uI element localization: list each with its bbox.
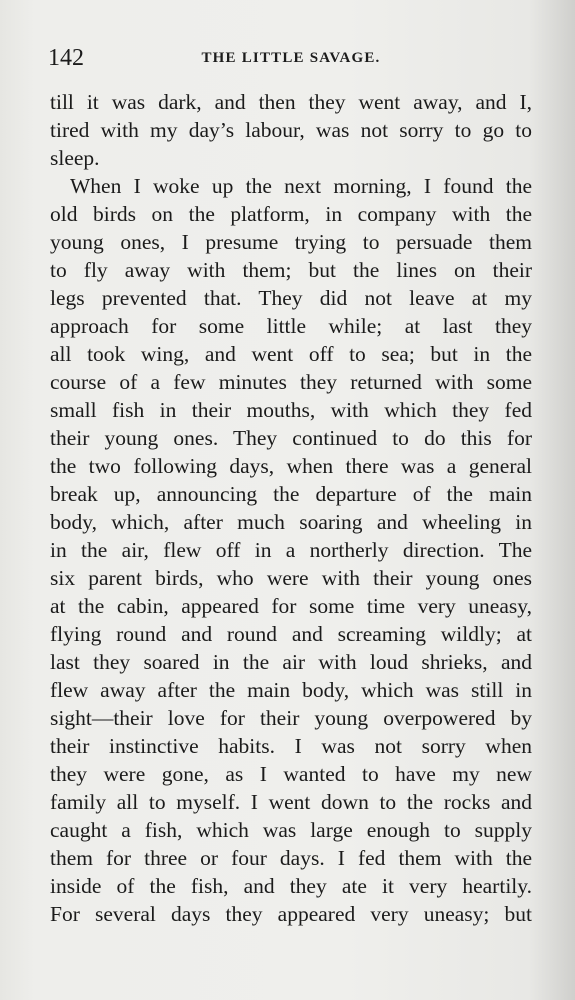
text-line: legs prevented that. They did not leave at my [50, 286, 532, 310]
text-line: in the air, flew off in a northerly direction. The [50, 538, 532, 562]
page-header [48, 44, 534, 72]
text-line: young ones, I presume trying to persuade them [50, 230, 532, 254]
text-line: at the cabin, appeared for some time very uneasy, [50, 594, 532, 618]
text-line: family all to myself. I went down to the rocks and [50, 790, 532, 814]
text-line: caught a fish, which was large enough to supply [50, 818, 532, 842]
text-line: course of a few minutes they returned with some [50, 370, 532, 394]
text-line: When I woke up the next morning, I found the [70, 174, 532, 198]
text-line: last they soared in the air with loud shrieks, and [50, 650, 532, 674]
text-line: tired with my day’s labour, was not sorry to go to [50, 118, 532, 142]
text-line: sight—their love for their young overpowered by [50, 706, 532, 730]
text-line: body, which, after much soaring and wheeling in [50, 510, 532, 534]
text-line: to fly away with them; but the lines on their [50, 258, 532, 282]
text-line: inside of the fish, and they ate it very heartily. [50, 874, 532, 898]
body-text [50, 88, 532, 928]
text-line: they were gone, as I wanted to have my new [50, 762, 532, 786]
page-number: 142 [48, 45, 84, 71]
text-line: their instinctive habits. I was not sorry when [50, 734, 532, 758]
text-line: flying round and round and screaming wildly; at [50, 622, 532, 646]
running-title: THE LITTLE SAVAGE. [201, 50, 381, 66]
text-line: small fish in their mouths, with which they fed [50, 398, 532, 422]
text-line: them for three or four days. I fed them with the [50, 846, 532, 870]
text-line: break up, announcing the departure of the main [50, 482, 532, 506]
text-line: old birds on the platform, in company with the [50, 202, 532, 226]
text-line: flew away after the main body, which was still in [50, 678, 532, 702]
text-line: For several days they appeared very uneasy; but [50, 902, 532, 926]
text-line: till it was dark, and then they went away, and I, [50, 90, 532, 114]
text-line: sleep. [50, 146, 100, 170]
text-line: approach for some little while; at last they [50, 314, 532, 338]
text-line: all took wing, and went off to sea; but in the [50, 342, 532, 366]
text-line: the two following days, when there was a general [50, 454, 532, 478]
text-line: their young ones. They continued to do this for [50, 426, 532, 450]
text-line: six parent birds, who were with their young ones [50, 566, 532, 590]
